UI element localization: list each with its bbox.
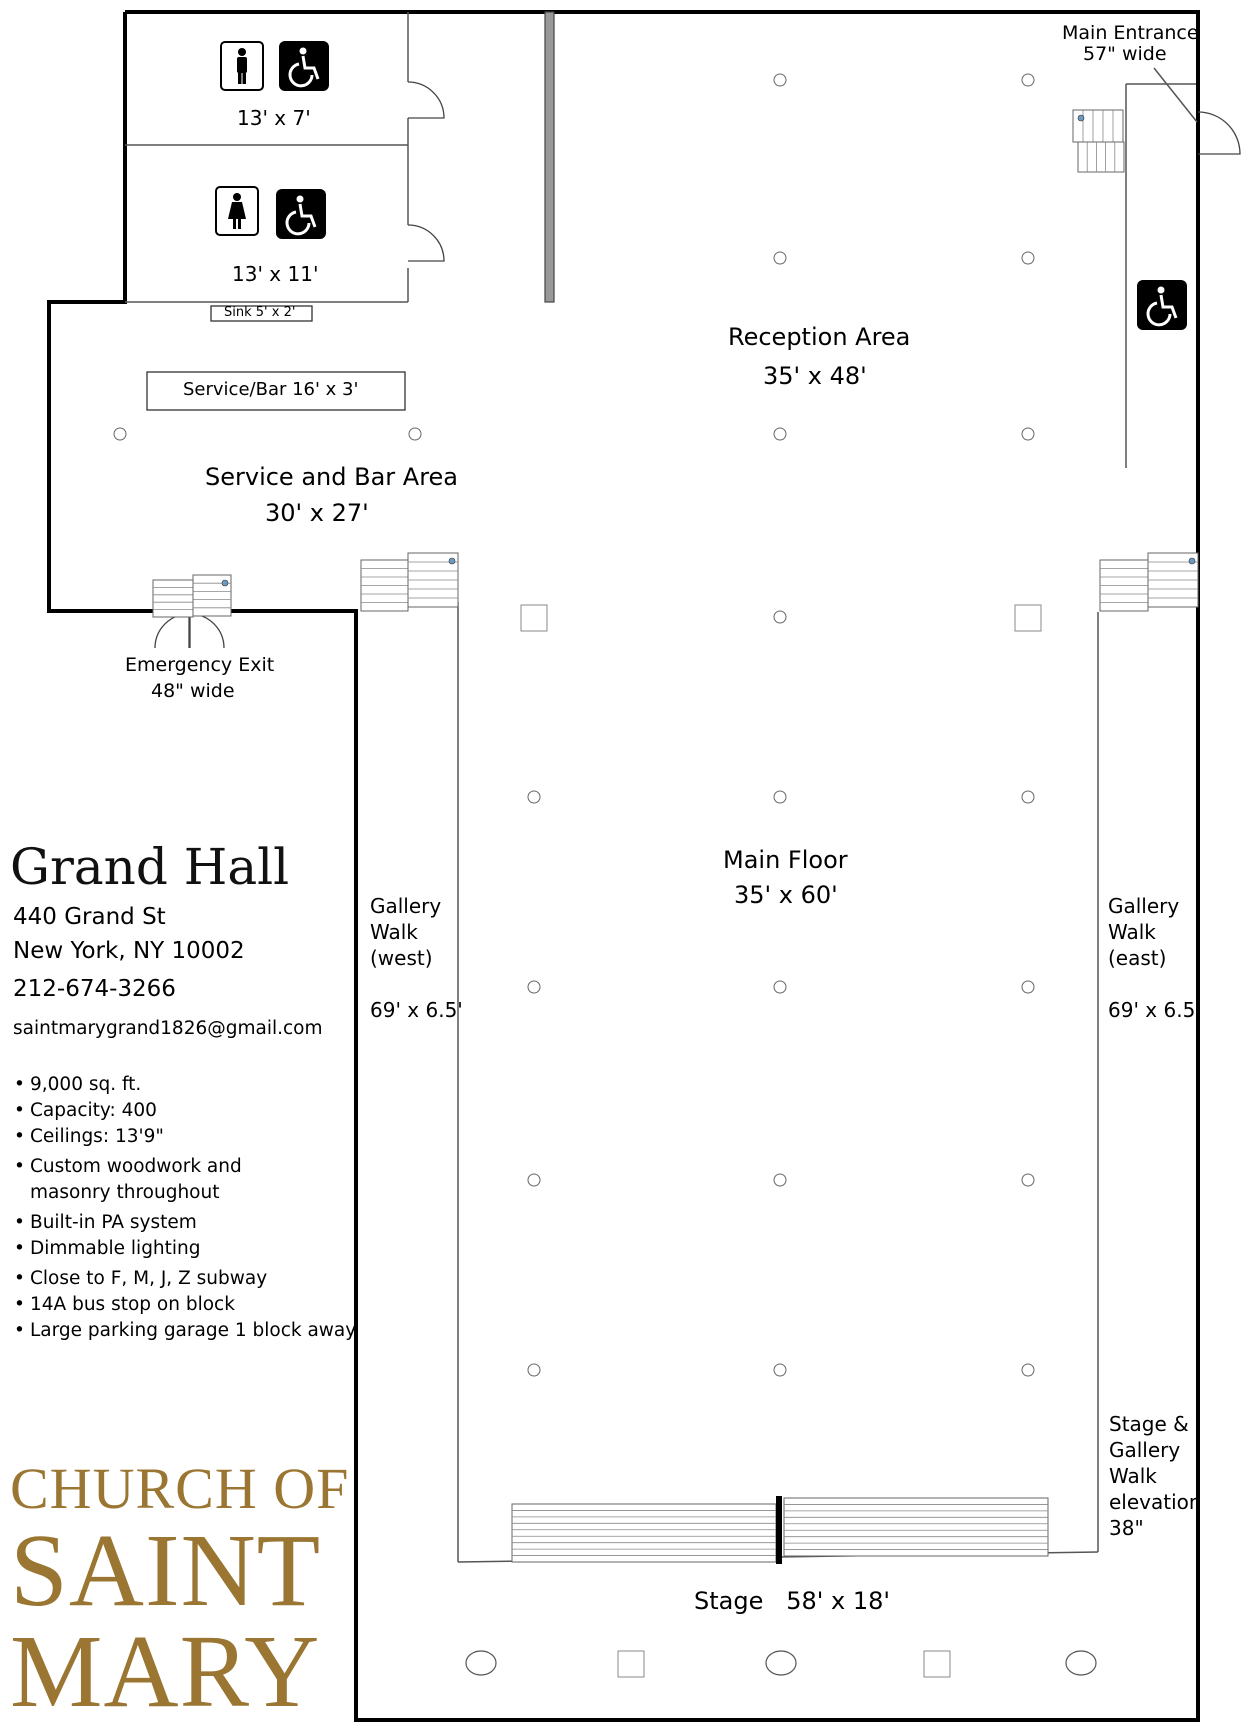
feature-item: masonry throughout <box>30 1182 220 1203</box>
column-round <box>774 252 786 264</box>
church-logo-line1: CHURCH OF <box>10 1456 350 1521</box>
column-square <box>1015 605 1041 631</box>
stage-label: Stage 58' x 18' <box>694 1587 890 1615</box>
column-round <box>1022 1364 1034 1376</box>
feature-item: • Dimmable lighting <box>14 1238 356 1259</box>
stairs <box>784 1498 1048 1556</box>
feature-item: • 14A bus stop on block <box>14 1294 356 1315</box>
stairs <box>408 553 458 607</box>
door-swings <box>155 82 1240 648</box>
womens-restroom-size: 13' x 11' <box>232 262 319 286</box>
elevation-note: Stage & <box>1109 1412 1189 1436</box>
mens-restroom-size: 13' x 7' <box>237 106 311 130</box>
venue-title: Grand Hall <box>10 838 290 896</box>
feature-item: • Ceilings: 13'9" <box>14 1126 356 1147</box>
emergency-exit-label: Emergency Exit <box>125 654 275 676</box>
feature-item: • 9,000 sq. ft. <box>14 1074 356 1095</box>
main-entrance-width: 57" wide <box>1083 43 1167 65</box>
column-square <box>521 605 547 631</box>
sink-label: Sink 5' x 2' <box>224 305 296 320</box>
features-list <box>14 1074 356 1346</box>
column-round <box>774 1174 786 1186</box>
column-round <box>774 981 786 993</box>
gallery-east-label: Gallery <box>1108 894 1180 918</box>
gallery-west-label: Walk <box>370 920 418 944</box>
column-round <box>1022 428 1034 440</box>
column-round <box>1022 981 1034 993</box>
column-round <box>1022 252 1034 264</box>
column-square <box>618 1651 644 1677</box>
feature-item: • Large parking garage 1 block away <box>14 1320 356 1341</box>
venue-address-line1: 440 Grand St <box>13 904 166 930</box>
column-round <box>528 1174 540 1186</box>
venue-phone: 212-674-3266 <box>13 976 176 1002</box>
church-logo-line3: MARY <box>10 1614 321 1729</box>
column-round <box>528 981 540 993</box>
gallery-east-label: Walk <box>1108 920 1156 944</box>
venue-address-line2: New York, NY 10002 <box>13 938 245 964</box>
column-round <box>774 791 786 803</box>
column-round <box>1022 74 1034 86</box>
elevation-note: 38" <box>1109 1516 1144 1540</box>
stairs <box>193 575 231 616</box>
emergency-exit-width: 48" wide <box>151 680 235 702</box>
column-round <box>528 1364 540 1376</box>
feature-item: • Capacity: 400 <box>14 1100 356 1121</box>
church-logo-line2: SAINT <box>10 1513 322 1628</box>
service-bar-counter-label: Service/Bar 16' x 3' <box>183 379 359 400</box>
column-round <box>1022 791 1034 803</box>
service-area-size: 30' x 27' <box>265 499 369 527</box>
stairs <box>512 1504 776 1562</box>
gallery-west-label: Gallery <box>370 894 442 918</box>
main-floor-size: 35' x 60' <box>734 881 838 909</box>
column-round <box>774 428 786 440</box>
wheelchair-accessible-icon <box>1137 280 1187 330</box>
partition-wall <box>545 12 554 302</box>
stairs <box>153 580 193 617</box>
column-round <box>774 74 786 86</box>
womens-restroom-icon <box>215 186 259 236</box>
gallery-west-label: (west) <box>370 946 433 970</box>
column-round <box>774 1364 786 1376</box>
feature-item: • Built-in PA system <box>14 1212 356 1233</box>
stairs <box>1078 142 1124 172</box>
wheelchair-accessible-icon <box>279 41 329 91</box>
stair-marker <box>1078 115 1084 121</box>
stage-divider <box>776 1496 782 1564</box>
main-floor-name: Main Floor <box>723 846 848 874</box>
column-round <box>1022 1174 1034 1186</box>
column-square <box>924 1651 950 1677</box>
column-oval <box>1066 1651 1096 1675</box>
main-entrance-label: Main Entrance <box>1062 22 1199 44</box>
elevation-note: Walk <box>1109 1464 1157 1488</box>
feature-item: • Custom woodwork and <box>14 1156 356 1177</box>
reception-area-size: 35' x 48' <box>763 362 867 390</box>
mens-restroom-icon <box>220 41 264 91</box>
service-area-name: Service and Bar Area <box>205 463 459 491</box>
elevation-note: Gallery <box>1109 1438 1181 1462</box>
column-round <box>774 611 786 623</box>
elevation-note: elevation <box>1109 1490 1202 1514</box>
stairs <box>361 560 408 611</box>
column-oval <box>766 1651 796 1675</box>
column-round <box>409 428 421 440</box>
wheelchair-accessible-icon <box>276 189 326 239</box>
gallery-east-size: 69' x 6.5' <box>1108 998 1201 1022</box>
reception-area-name: Reception Area <box>728 323 911 351</box>
venue-email: saintmarygrand1826@gmail.com <box>13 1018 323 1039</box>
column-oval <box>466 1651 496 1675</box>
feature-item: • Close to F, M, J, Z subway <box>14 1268 356 1289</box>
gallery-east-label: (east) <box>1108 946 1167 970</box>
stairs <box>1100 560 1148 611</box>
column-round <box>114 428 126 440</box>
stairs <box>1148 553 1198 607</box>
column-round <box>528 791 540 803</box>
gallery-west-size: 69' x 6.5' <box>370 998 463 1022</box>
